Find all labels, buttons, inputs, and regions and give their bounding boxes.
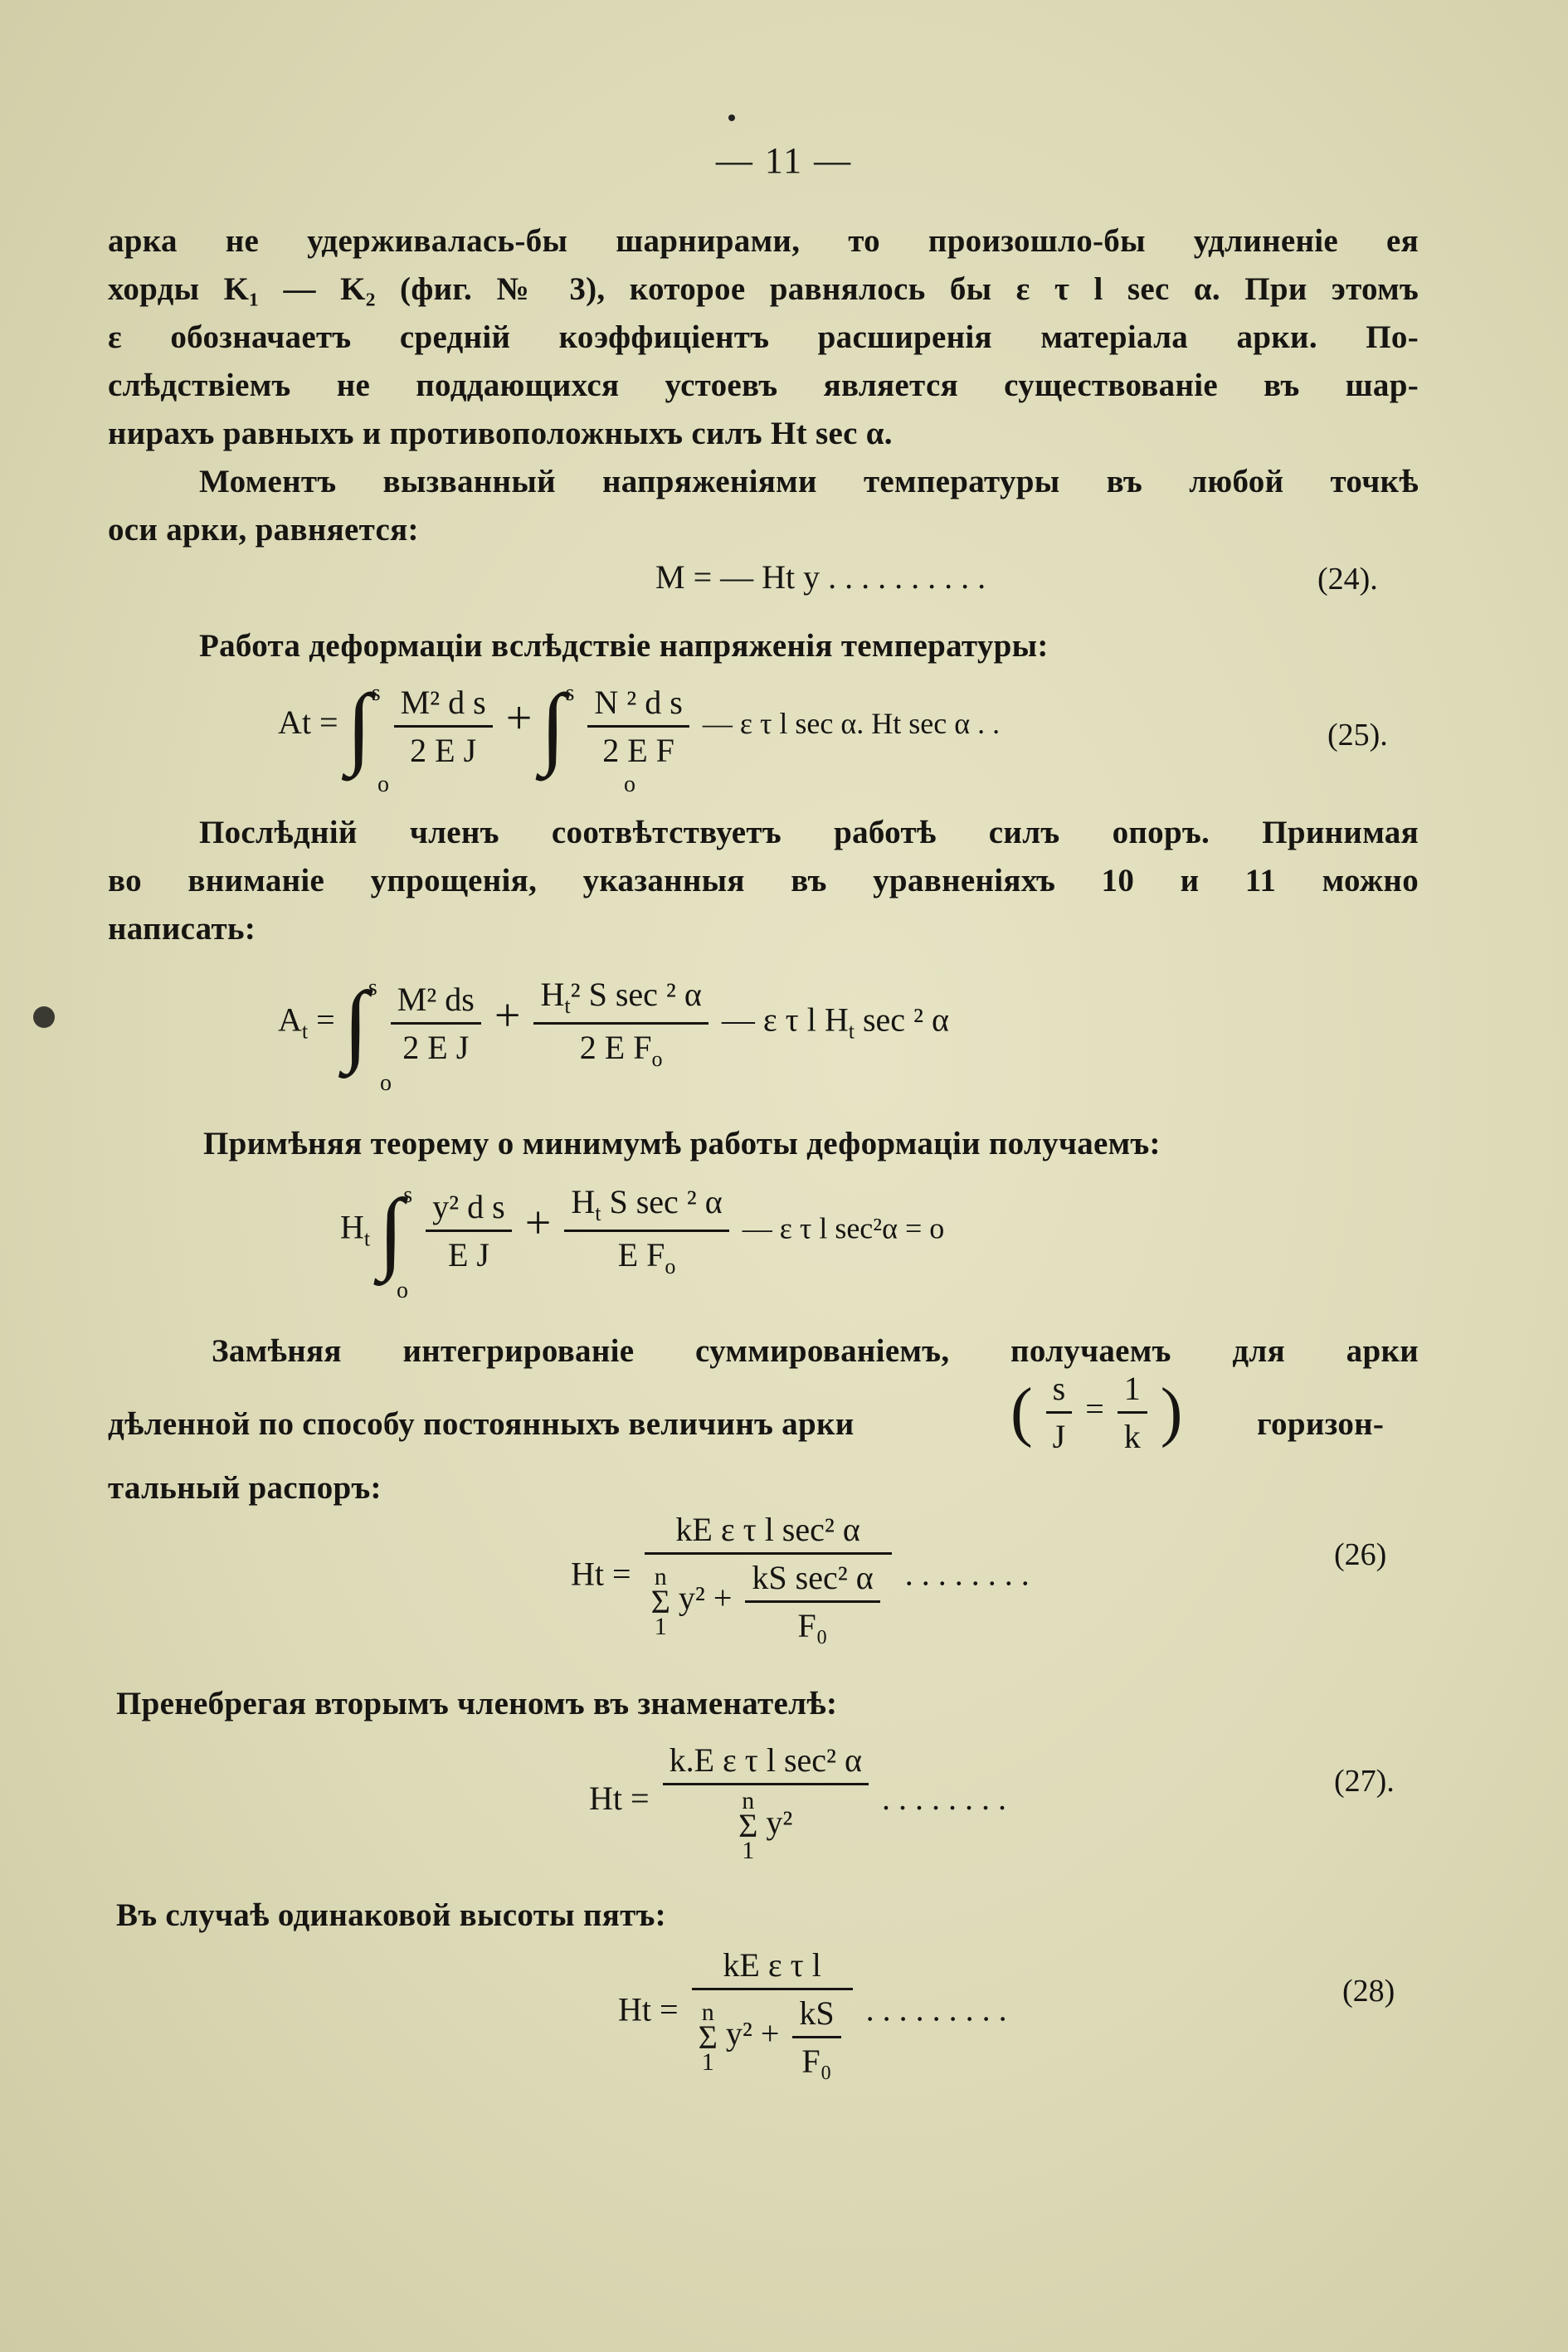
equation-number: (26) — [1334, 1537, 1387, 1572]
numerator: kS sec² α — [745, 1558, 879, 1603]
numerator-rest: ² S sec ² α — [570, 976, 702, 1013]
text-line: Замѣняя интегрированіе суммированіемъ, получаемъ для арки — [212, 1333, 1419, 1369]
paragraph-6-line-3 — [108, 1464, 1419, 1512]
subscript: t — [564, 994, 571, 1018]
summation — [699, 2000, 718, 2075]
numerator-rest: S sec ² α — [601, 1183, 723, 1220]
integral-limit: s — [371, 680, 381, 706]
plus-sign: + — [524, 1197, 552, 1249]
integral-lower-limit: o — [377, 772, 389, 797]
text-line: Примѣняя теорему о минимумѣ работы деформаціи получаемъ: — [203, 1126, 1161, 1161]
sum-upper: n — [742, 1787, 755, 1814]
numerator: kE ε τ l sec² α — [645, 1510, 892, 1555]
equation-lhs: Ht = — [618, 1990, 679, 2028]
integral-limit: s — [565, 680, 575, 706]
text-line: оси арки, равняется: — [108, 512, 419, 548]
numerator: s — [1046, 1369, 1073, 1414]
fraction — [391, 980, 481, 1067]
sum-upper: n — [654, 1562, 667, 1590]
text-line: Послѣдній членъ соотвѣтствуетъ работѣ силъ опоръ. Принимая — [199, 815, 1419, 850]
equation-27 — [589, 1741, 1006, 1863]
denominator: F₀ — [801, 2043, 832, 2080]
page-number: — 11 — — [715, 140, 853, 181]
integral-limit: s — [403, 1182, 413, 1208]
equation-25 — [278, 675, 1001, 777]
equation-tail: — ε τ l sec²α = o — [742, 1211, 945, 1245]
leader-dots: . . . . . . . . — [882, 1780, 1007, 1818]
equation-work: $A_t = \int^s$ $\frac{\text{M² ds}}{\text{2 E J}}$ + $\frac{H_t^2 S \sec ^2 \alpha}{2 E F_o}$ — ε τ l $H_t$ sec ² α — [278, 972, 949, 1074]
summation — [738, 1789, 757, 1863]
denominator-part: y² — [766, 1804, 793, 1842]
fraction — [587, 683, 689, 770]
equation-lhs: A — [278, 1001, 302, 1039]
equation-tail-rest: sec ² α — [854, 1001, 949, 1039]
fraction — [426, 1187, 512, 1274]
denominator: F₀ — [797, 1607, 828, 1644]
fraction — [564, 1182, 728, 1279]
denominator: E J — [447, 1236, 489, 1273]
fraction — [663, 1741, 869, 1863]
numerator: N ² d s — [587, 683, 689, 728]
equation-tail: — ε τ l H — [721, 1001, 849, 1039]
sum-lower: 1 — [654, 1612, 667, 1640]
integral-sign: ∫ — [540, 675, 566, 777]
integral-limit: s — [368, 975, 377, 1001]
equation-28 — [618, 1945, 1007, 2081]
text-line: Работа деформаціи вслѣдствіе напряженія температуры: — [199, 628, 1049, 664]
sum-upper: n — [701, 1998, 714, 2026]
sigma-symbol: Σ — [698, 2018, 718, 2056]
denominator: E F — [617, 1236, 665, 1273]
integral-lower-limit: o — [397, 1278, 408, 1303]
equation-body: M = — Ht y . . . . . . . . . . — [655, 558, 986, 596]
leader-dots: . . . . . . . . . — [865, 1990, 1007, 2028]
fraction — [394, 683, 493, 770]
equation-minimum — [340, 1180, 945, 1282]
equation-26 — [571, 1510, 1030, 1645]
denominator: 2 E F — [602, 731, 674, 769]
left-paren: ( — [1010, 1376, 1033, 1449]
denominator: J — [1052, 1418, 1066, 1455]
equation-lhs: Ht = — [571, 1555, 631, 1593]
text-line: Пренебрегая вторымъ членомъ въ знаменателѣ: — [116, 1686, 838, 1721]
sum-lower: 1 — [742, 1837, 755, 1864]
denominator: 2 E F — [579, 1029, 652, 1066]
text-line: дѣленной по способу постоянныхъ величинъ арки — [108, 1406, 855, 1442]
equation-number: (24). — [1317, 562, 1378, 597]
equation-number: (25). — [1327, 718, 1388, 752]
text-line: Моментъ вызванный напряженіями температуры въ любой точкѣ — [199, 464, 1419, 499]
denominator-part: y² + — [678, 1579, 733, 1617]
equation-lhs: Ht = — [589, 1780, 650, 1818]
paragraph-7 — [116, 1680, 1278, 1728]
numerator: 1 — [1118, 1369, 1147, 1414]
subscript: o — [665, 1254, 676, 1278]
ratio-expression — [1010, 1369, 1182, 1456]
sigma-symbol: Σ — [650, 1582, 670, 1620]
right-paren: ) — [1160, 1376, 1183, 1449]
text-line: арка не удерживалась-бы шарнирами, то произошло-бы удлиненіе ея — [108, 223, 1419, 259]
equation-number: (28) — [1342, 1974, 1395, 2009]
subscript: t — [848, 1019, 855, 1044]
numerator: M² ds — [391, 980, 481, 1025]
subscript: o — [651, 1047, 663, 1071]
denominator: 2 E J — [402, 1029, 470, 1066]
equation-lhs: H — [340, 1208, 364, 1246]
paragraph-4 — [108, 809, 1419, 953]
paragraph-5 — [203, 1120, 1406, 1168]
equation-lhs: At = — [278, 704, 338, 742]
equation-number: (27). — [1334, 1764, 1395, 1799]
text-line: во вниманіе упрощенія, указанныя въ уравненіяхъ 10 и 11 можно — [108, 863, 1419, 898]
fraction — [533, 975, 708, 1072]
subscript: t — [301, 1019, 309, 1044]
paragraph-6 — [108, 1327, 1419, 1376]
paragraph-8 — [116, 1892, 946, 1940]
equation-24 — [655, 558, 986, 597]
text-line: нирахъ равныхъ и противоположныхъ силъ Ht sec α. — [108, 416, 893, 451]
numerator: H — [571, 1183, 596, 1220]
integral-lower-limit: o — [624, 772, 635, 797]
paragraph-2 — [108, 458, 1419, 554]
ink-dot — [728, 114, 735, 121]
summation — [650, 1562, 670, 1640]
text-line: хорды K₁ — K₂ (фиг. № 3), которое равнялось бы ε τ l sec α. При этомъ — [108, 271, 1419, 307]
sum-lower: 1 — [701, 2048, 714, 2076]
equation-tail: — ε τ l sec α. Ht sec α . . — [702, 707, 1001, 741]
equals-sign: = — [1085, 1390, 1104, 1428]
denominator: k — [1123, 1418, 1141, 1455]
numerator: k.E ε τ l sec² α — [663, 1741, 869, 1785]
integral-sign: ∫ — [346, 675, 372, 777]
fraction — [745, 1558, 879, 1645]
text-line: написать: — [108, 911, 256, 947]
paragraph-3 — [199, 622, 1361, 670]
integral-sign: ∫ — [343, 972, 368, 1074]
text-line: слѣдствіемъ не поддающихся устоевъ является существованіе въ шар- — [108, 368, 1419, 403]
text-line: Въ случаѣ одинаковой высоты пятъ: — [116, 1897, 666, 1933]
text-line: ε обозначаетъ среднiй коэффиціентъ расширенія матеріала арки. По- — [108, 319, 1419, 355]
fraction — [792, 1994, 840, 2081]
punch-hole-mark — [33, 1006, 55, 1028]
paragraph-6-word — [1257, 1400, 1423, 1449]
plus-sign: + — [505, 693, 533, 745]
denominator: 2 E J — [410, 731, 477, 769]
subscript: t — [363, 1226, 371, 1251]
leader-dots: . . . . . . . . — [904, 1555, 1030, 1593]
text-line: горизон- — [1257, 1406, 1385, 1442]
plus-sign: + — [494, 990, 521, 1042]
denominator-part: y² + — [725, 2014, 780, 2053]
paragraph-6-line-2 — [108, 1400, 1419, 1449]
numerator: M² d s — [394, 683, 493, 728]
sigma-symbol: Σ — [738, 1807, 758, 1844]
subscript: t — [595, 1201, 601, 1225]
text-line: тальный распоръ: — [108, 1470, 382, 1506]
numerator: y² d s — [426, 1187, 512, 1232]
integral-lower-limit: o — [380, 1070, 392, 1096]
numerator: H — [540, 976, 565, 1013]
fraction — [645, 1510, 892, 1645]
integral-sign: ∫ — [378, 1180, 404, 1282]
fraction — [1118, 1369, 1147, 1456]
fraction — [692, 1945, 853, 2081]
numerator: kE ε τ l — [692, 1945, 853, 1990]
paragraph-1 — [108, 217, 1419, 458]
numerator: kS — [792, 1994, 840, 2038]
fraction — [1046, 1369, 1073, 1456]
